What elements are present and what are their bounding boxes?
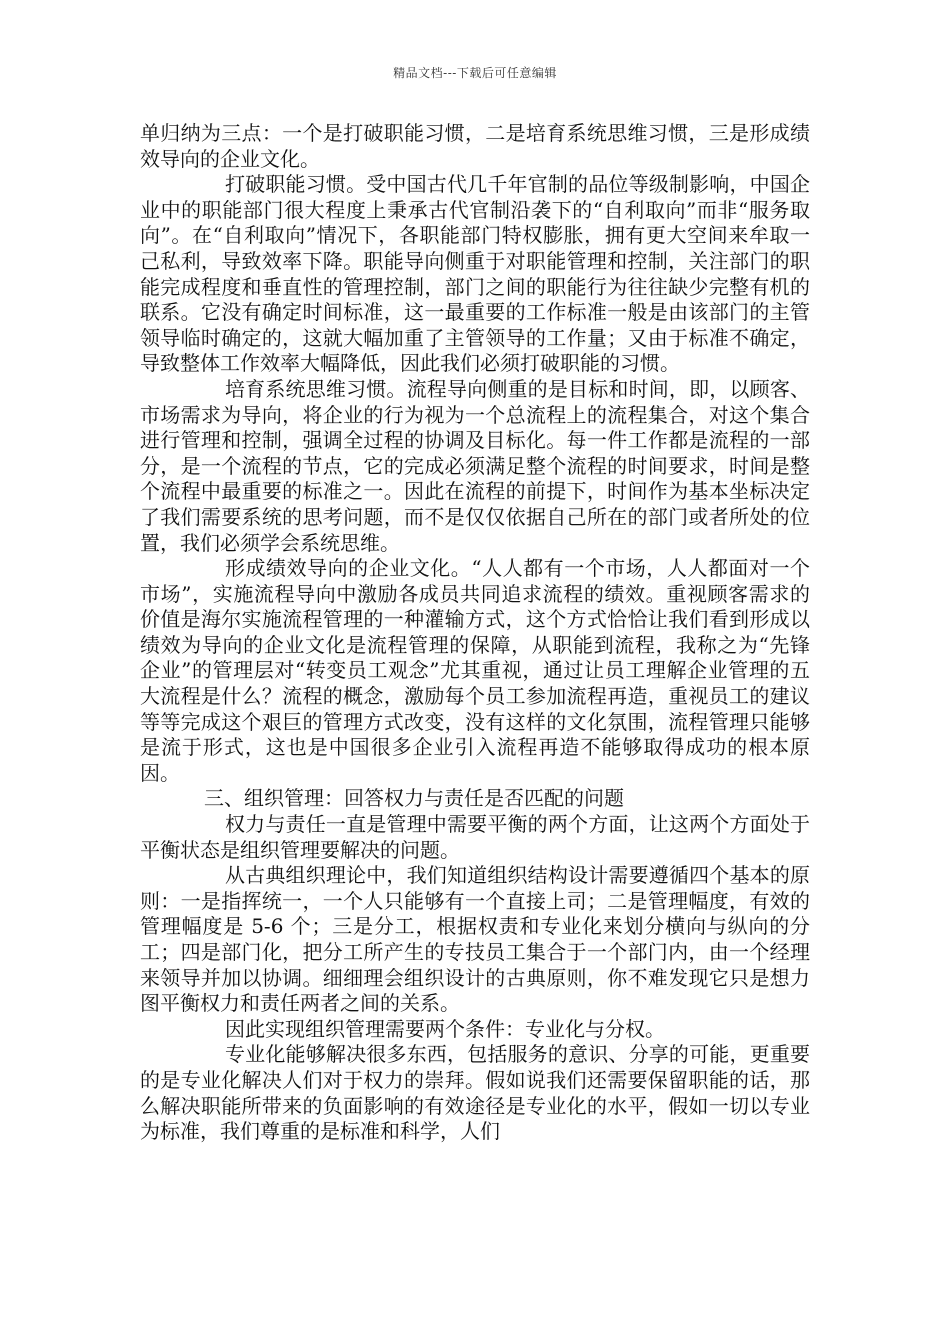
paragraph-systems-thinking: 培育系统思维习惯。流程导向侧重的是目标和时间，即，以顾客、市场需求为导向，将企业的行为视为一个总流程上的流程集合，对这个集合进行管理和控制，强调全过程的协调及目标化。每一件工作都是流程的一部分，是一个流程的节点，它的完成必须满足整个流程的时间要求，时间是整个流程中最重要的标准之一。因此在流程的前提下，时间作为基本坐标决定了我们需要系统的思考问题，而不是仅仅依据自己所在的部门或者所处的位置，我们必须学会系统思维。 [140,376,810,555]
paragraph-break-functional-habits: 打破职能习惯。受中国古代几千年官制的品位等级制影响，中国企业中的职能部门很大程度上秉承古代官制沿袭下的“自利取向”而非“服务取向”。在“自利取向”情况下，各职能部门特权膨胀，拥有更大空间来牟取一己私利，导致效率下降。职能导向侧重于对职能管理和控制，关注部门的职能完成程度和垂直性的管理控制，部门之间的职能行为往往缺少完整有机的联系。它没有确定时间标准，这一最重要的工作标准一般是由该部门的主管领导临时确定的，这就大幅加重了主管领导的工作量；又由于标准不确定，导致整体工作效率大幅降低，因此我们必须打破职能的习惯。 [140,172,810,376]
paragraph-specialization: 专业化能够解决很多东西，包括服务的意识、分享的可能，更重要的是专业化解决人们对于权力的崇拜。假如说我们还需要保留职能的话，那么解决职能所带来的负面影响的有效途径是专业化的水平，假如一切以专业为标准，我们尊重的是标准和科学，人们 [140,1042,810,1144]
paragraph-two-conditions: 因此实现组织管理需要两个条件：专业化与分权。 [225,1016,665,1041]
paragraph-continuation: 单归纳为三点：一个是打破职能习惯，二是培育系统思维习惯，三是形成绩效导向的企业文化。 [140,121,810,171]
section-heading-organization-management: 三、组织管理：回答权力与责任是否匹配的问题 [204,786,624,811]
document-body [140,121,810,1145]
paragraph-power-responsibility: 权力与责任一直是管理中需要平衡的两个方面，让这两个方面处于平衡状态是组织管理要解决的问题。 [140,812,810,862]
paragraph-classical-principles: 从古典组织理论中，我们知道组织结构设计需要遵循四个基本的原则：一是指挥统一，一个人只能够有一个直接上司；二是管理幅度，有效的管理幅度是 5-6 个；三是分工，根据权责和专业化来划分横向与纵向的分工；四是部门化，把分工所产生的专技员工集合于一个部门内，由一个经理来领导并加以协调。细细理会组织设计的古典原则，你不难发现它只是想力图平衡权力和责任两者之间的关系。 [140,863,810,1016]
page-header: 精品文档---下载后可任意编辑 [393,66,557,80]
paragraph-performance-culture: 形成绩效导向的企业文化。“人人都有一个市场，人人都面对一个市场”，实施流程导向中激励各成员共同追求流程的绩效。重视顾客需求的价值是海尔实施流程管理的一种灌输方式，这个方式恰恰让我们看到形成以绩效为导向的企业文化是流程管理的保障，从职能到流程，我称之为“先锋企业”的管理层对“转变员工观念”尤其重视，通过让员工理解企业管理的五大流程是什么？流程的概念，激励每个员工参加流程再造，重视员工的建议等等完成这个艰巨的管理方式改变，没有这样的文化氛围，流程管理只能够是流于形式，这也是中国很多企业引入流程再造不能够取得成功的根本原因。 [140,556,810,785]
